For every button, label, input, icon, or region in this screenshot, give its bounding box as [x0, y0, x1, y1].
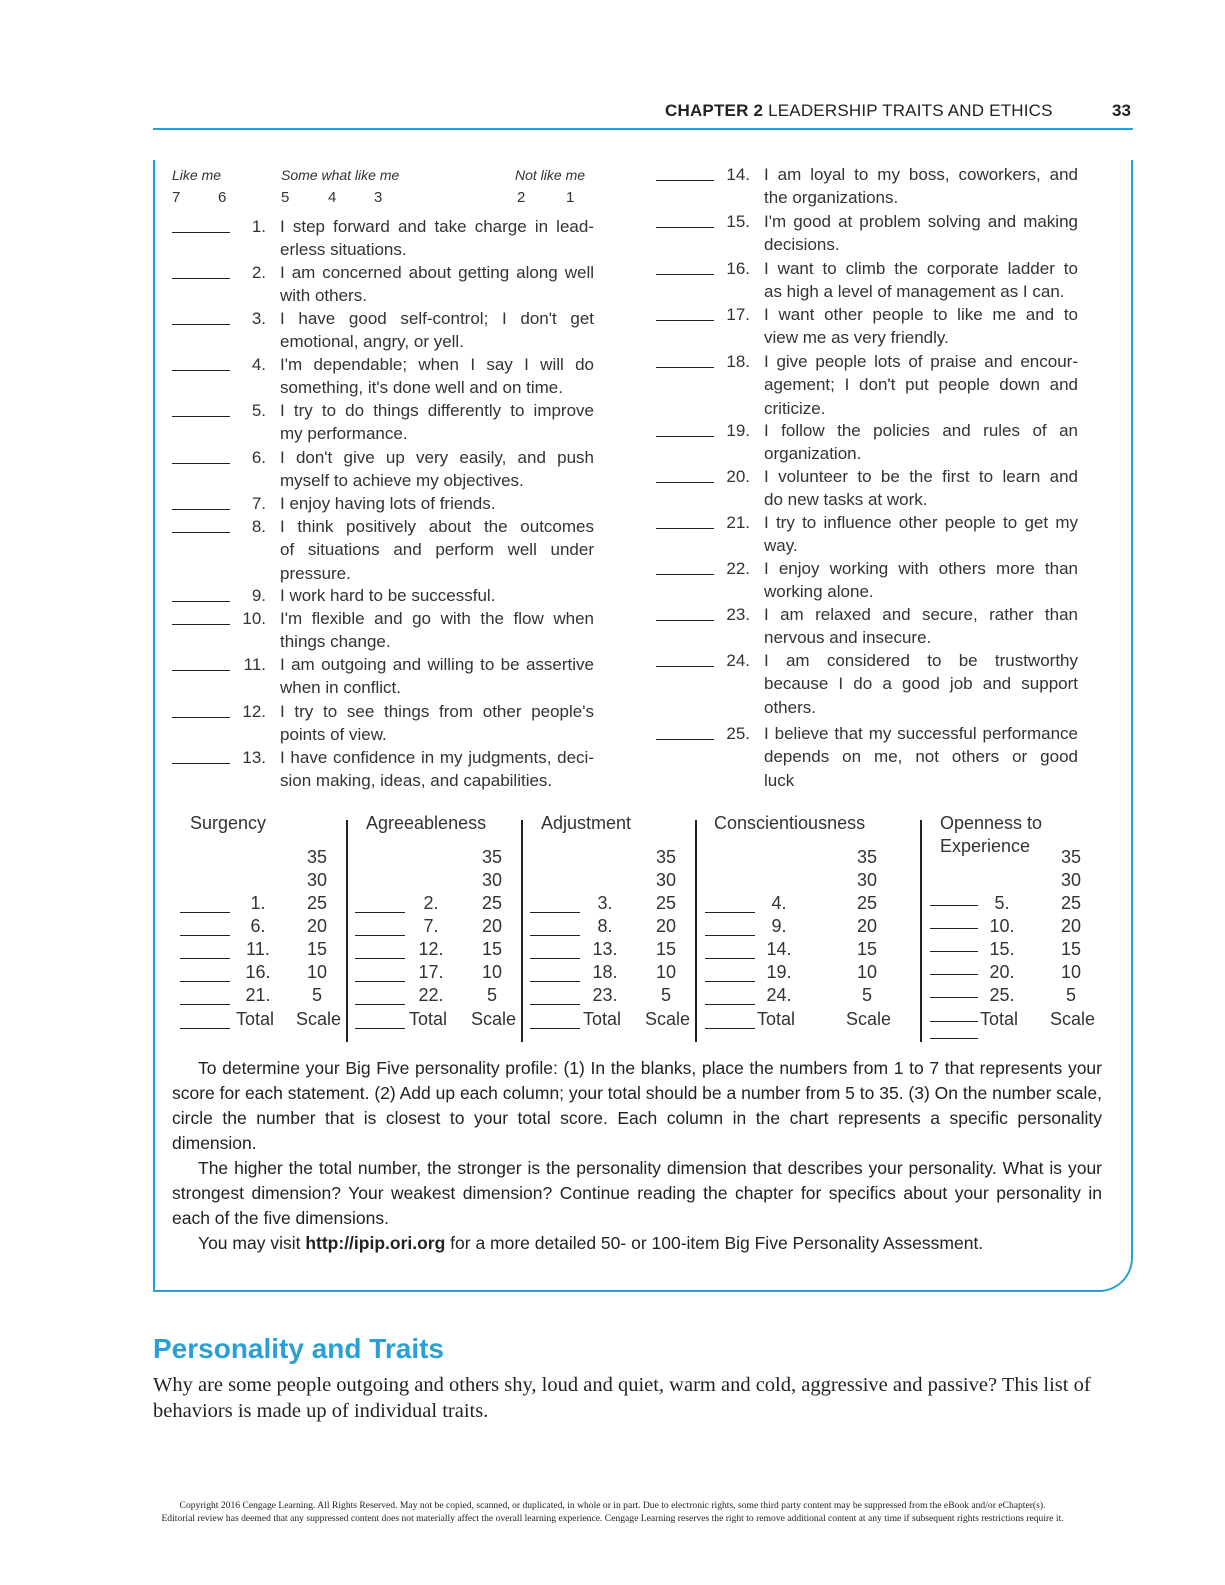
- item-score-blank[interactable]: [180, 958, 230, 959]
- item-number: 8.: [597, 916, 613, 936]
- statement-text: I follow the policies and rules of an: [764, 421, 1078, 440]
- statement-text: I am concerned about getting along well: [280, 263, 594, 282]
- item-number: 17.: [418, 962, 444, 982]
- score-blank[interactable]: [172, 416, 230, 417]
- statement-text: I want other people to like me and to: [764, 305, 1078, 324]
- total-blank[interactable]: [530, 1028, 580, 1029]
- statement-text: decisions.: [764, 235, 840, 255]
- score-blank[interactable]: [656, 367, 714, 368]
- item-score-blank[interactable]: [530, 912, 580, 913]
- scale-value[interactable]: 30: [306, 870, 328, 890]
- statement-text: I try to do things differently to improve: [280, 401, 594, 420]
- item-score-blank[interactable]: [530, 935, 580, 936]
- statement-text: because I do a good job and support: [764, 674, 1078, 694]
- score-blank[interactable]: [172, 370, 230, 371]
- statement-text: view me as very friendly.: [764, 328, 949, 348]
- header-rule: [153, 128, 1133, 130]
- scale-value[interactable]: 20: [1060, 916, 1082, 936]
- score-blank[interactable]: [656, 482, 714, 483]
- statement-number: 2.: [251, 263, 266, 282]
- statement-number: 7.: [251, 494, 266, 513]
- item-score-blank[interactable]: [355, 958, 405, 959]
- scale-number: 3: [374, 189, 383, 206]
- item-score-blank[interactable]: [705, 1004, 755, 1005]
- column-divider: [521, 820, 523, 1042]
- statement-number: 17.: [726, 305, 750, 324]
- statement-text: I step forward and take charge in lead-: [280, 217, 594, 236]
- statement-number: 16.: [726, 259, 750, 278]
- item-number: 7.: [423, 916, 439, 936]
- item-number: 11.: [246, 939, 270, 959]
- score-blank[interactable]: [172, 670, 230, 671]
- statement-text: I think positively about the outcomes: [280, 517, 594, 536]
- total-label: Total: [583, 1009, 622, 1029]
- statement-text: my performance.: [280, 424, 408, 444]
- scale-value[interactable]: 15: [856, 939, 878, 959]
- scale-number: 1: [566, 189, 575, 206]
- item-score-blank[interactable]: [530, 981, 580, 982]
- statement-number: 3.: [251, 309, 266, 328]
- statement-number: 21.: [726, 513, 750, 532]
- statement-text: with others.: [280, 286, 367, 306]
- score-blank[interactable]: [656, 274, 714, 275]
- dimension-title: Adjustment: [541, 813, 632, 833]
- chapter-title: LEADERSHIP TRAITS AND ETHICS: [768, 101, 1053, 120]
- scale-value[interactable]: 35: [481, 847, 503, 867]
- statement-text: luck: [764, 770, 795, 790]
- scale-value[interactable]: 35: [1060, 847, 1082, 867]
- scale-value[interactable]: 10: [655, 962, 677, 982]
- statement-number: 5.: [251, 401, 266, 420]
- statement-text: I try to influence other people to get my: [764, 513, 1078, 532]
- page-number: 33: [1112, 101, 1131, 120]
- statement-text: as high a level of management as I can.: [764, 282, 1065, 302]
- item-score-blank[interactable]: [180, 981, 230, 982]
- statement-text: do new tasks at work.: [764, 490, 928, 510]
- statement-number: 23.: [726, 605, 750, 624]
- scale-value[interactable]: 5: [660, 985, 671, 1005]
- item-number: 15.: [989, 939, 1015, 959]
- scale-label: Scale: [1050, 1009, 1096, 1029]
- item-score-blank[interactable]: [705, 912, 755, 913]
- statement-text: I try to see things from other people's: [280, 702, 594, 721]
- item-score-blank[interactable]: [705, 935, 755, 936]
- scale-value[interactable]: 25: [655, 893, 677, 913]
- score-blank[interactable]: [172, 763, 230, 764]
- scale-value[interactable]: 35: [856, 847, 878, 867]
- scale-value[interactable]: 10: [1060, 962, 1082, 982]
- item-number: 19.: [766, 962, 792, 982]
- score-blank[interactable]: [656, 574, 714, 575]
- chapter-label: CHAPTER 2: [665, 101, 764, 120]
- statement-text: I am outgoing and willing to be assertive: [280, 655, 594, 674]
- statement-text: emotional, angry, or yell.: [280, 332, 464, 352]
- score-blank[interactable]: [656, 320, 714, 321]
- item-number: 5.: [994, 893, 1010, 913]
- scale-number: 7: [172, 189, 181, 206]
- item-score-blank[interactable]: [180, 935, 230, 936]
- statement-text: organization.: [764, 444, 862, 464]
- statement-number: 12.: [242, 702, 266, 721]
- item-score-blank[interactable]: [930, 974, 978, 975]
- scale-value[interactable]: 10: [856, 962, 878, 982]
- statement-text: agement; I don't put people down and: [764, 375, 1078, 395]
- score-blank[interactable]: [656, 436, 714, 437]
- statement-text: I have good self-control; I don't get: [280, 309, 594, 328]
- statement-number: 9.: [251, 586, 266, 605]
- statement-text: I'm flexible and go with the flow when: [280, 609, 594, 628]
- total-blank[interactable]: [355, 1028, 405, 1029]
- score-blank[interactable]: [656, 666, 714, 667]
- statement-number: 6.: [251, 448, 266, 467]
- statement-text: myself to achieve my objectives.: [280, 471, 524, 491]
- copyright-line: Copyright 2016 Cengage Learning. All Rights Reserved. May not be copied, scanned, or duplicated, in whole or in part. Due to electronic rights, some third party content may be suppressed from the eBook and/or eChapter(s).: [179, 1500, 1046, 1511]
- scale-value[interactable]: 25: [856, 893, 878, 913]
- total-label: Total: [980, 1009, 1019, 1029]
- item-number: 14.: [766, 939, 792, 959]
- item-score-blank[interactable]: [355, 981, 405, 982]
- scale-value[interactable]: 20: [655, 916, 677, 936]
- scale-value[interactable]: 15: [655, 939, 677, 959]
- total-blank[interactable]: [180, 1028, 230, 1029]
- total-label: Total: [236, 1009, 275, 1029]
- statement-text: I don't give up very easily, and push: [280, 448, 594, 467]
- statement-number: 24.: [726, 651, 750, 670]
- scale-value[interactable]: 25: [306, 893, 328, 913]
- scale-value[interactable]: 5: [486, 985, 497, 1005]
- score-blank[interactable]: [656, 620, 714, 621]
- statement-text: points of view.: [280, 725, 387, 745]
- item-score-blank[interactable]: [355, 1004, 405, 1005]
- scale-label: Scale: [645, 1009, 691, 1029]
- score-blank[interactable]: [172, 601, 230, 602]
- total-label: Total: [757, 1009, 796, 1029]
- statement-text: I'm dependable; when I say I will do: [280, 355, 594, 374]
- scale-value[interactable]: 5: [1065, 985, 1076, 1005]
- statement-text: when in conflict.: [280, 678, 401, 698]
- score-blank[interactable]: [172, 509, 230, 510]
- statement-number: 20.: [726, 467, 750, 486]
- column-divider: [346, 820, 348, 1042]
- scale-label: Scale: [471, 1009, 517, 1029]
- statement-number: 11.: [243, 655, 266, 674]
- scale-like-me: Like me: [172, 167, 222, 183]
- score-blank[interactable]: [656, 227, 714, 228]
- score-blank[interactable]: [172, 324, 230, 325]
- item-score-blank[interactable]: [705, 958, 755, 959]
- statement-number: 22.: [726, 559, 750, 578]
- scale-value[interactable]: 20: [856, 916, 878, 936]
- total-label: Total: [409, 1009, 448, 1029]
- scale-value[interactable]: 30: [1060, 870, 1082, 890]
- statement-text: of situations and perform well under: [280, 540, 594, 560]
- item-number: 13.: [592, 939, 618, 959]
- instructions-link-paragraph: [172, 1231, 1102, 1256]
- item-score-blank[interactable]: [355, 912, 405, 913]
- scale-value[interactable]: 30: [481, 870, 503, 890]
- instructions-link-post: for a more detailed 50- or 100-item Big Five Personality Assessment.: [445, 1233, 984, 1253]
- statement-text: I enjoy working with others more than: [764, 559, 1078, 578]
- statement-text: I want to climb the corporate ladder to: [764, 259, 1078, 278]
- statement-number: 25.: [726, 724, 750, 743]
- statement-text: I give people lots of praise and encour-: [764, 352, 1078, 371]
- item-number: 20.: [989, 962, 1015, 982]
- item-score-blank[interactable]: [180, 912, 230, 913]
- statement-text: criticize.: [764, 398, 826, 418]
- item-number: 9.: [771, 916, 787, 936]
- item-score-blank[interactable]: [930, 928, 978, 929]
- statement-text: pressure.: [280, 563, 351, 583]
- item-score-blank[interactable]: [930, 905, 978, 906]
- item-score-blank[interactable]: [530, 1004, 580, 1005]
- statement-number: 14.: [726, 165, 750, 184]
- item-score-blank[interactable]: [705, 981, 755, 982]
- score-blank[interactable]: [172, 463, 230, 464]
- scale-value[interactable]: 5: [311, 985, 322, 1005]
- instructions-step: To determine your Big Five personality profile: (1) In the blanks, place the numbers from 1 to 7 that represents your score for each statement. (2) Add up each column; your total should be a number from 5 to 35. (3) On the number scale, circle the number that is closest to your total score. Each column in the chart represents a specific personality dimension.: [172, 1058, 1102, 1153]
- item-number: 4.: [771, 893, 787, 913]
- item-number: 21.: [245, 985, 271, 1005]
- scale-value[interactable]: 30: [655, 870, 677, 890]
- item-score-blank[interactable]: [930, 951, 978, 952]
- dimension-title: Experience: [940, 836, 1031, 856]
- item-number: 25.: [989, 985, 1015, 1005]
- scale-value[interactable]: 10: [306, 962, 328, 982]
- statement-number: 4.: [251, 355, 266, 374]
- score-blank[interactable]: [172, 232, 230, 233]
- dimension-title: Surgency: [190, 813, 267, 833]
- statement-number: 18.: [726, 352, 750, 371]
- column-divider: [695, 820, 697, 1042]
- statement-text: nervous and insecure.: [764, 628, 932, 648]
- statement-number: 19.: [726, 421, 750, 440]
- statement-text: way.: [764, 536, 798, 556]
- item-score-blank[interactable]: [180, 1004, 230, 1005]
- item-number: 16.: [245, 962, 271, 982]
- statement-number: 10.: [242, 609, 266, 628]
- item-number: 12.: [418, 939, 444, 959]
- copyright-notice: [100, 1499, 1125, 1525]
- statement-number: 1.: [251, 217, 266, 236]
- statement-text: I work hard to be successful.: [280, 586, 496, 605]
- statement-text: I am considered to be trustworthy: [764, 651, 1078, 670]
- scale-value[interactable]: 15: [1060, 939, 1082, 959]
- score-blank[interactable]: [172, 278, 230, 279]
- item-number: 2.: [423, 893, 439, 913]
- scale-value[interactable]: 15: [481, 939, 503, 959]
- dimension-title: Openness to: [940, 813, 1043, 833]
- running-header: [665, 101, 1053, 121]
- item-number: 22.: [418, 985, 444, 1005]
- instructions-link-pre: You may visit: [198, 1233, 306, 1253]
- column-divider: [920, 820, 922, 1042]
- section-title: Personality and Traits: [153, 1333, 444, 1364]
- item-score-blank[interactable]: [355, 935, 405, 936]
- statement-text: erless situations.: [280, 240, 407, 260]
- dimension-title: Agreeableness: [366, 813, 487, 833]
- item-score-blank[interactable]: [530, 958, 580, 959]
- section-body: Why are some people outgoing and others shy, loud and quiet, warm and cold, aggressive and passive? This list of behaviors is made up of individual traits.: [153, 1374, 1091, 1422]
- total-blank-underline: [930, 1038, 978, 1039]
- total-blank[interactable]: [930, 1021, 978, 1022]
- total-blank[interactable]: [705, 1028, 755, 1029]
- statement-text: sion making, ideas, and capabilities.: [280, 771, 553, 791]
- scale-number: 6: [218, 189, 227, 206]
- scale-value[interactable]: 35: [655, 847, 677, 867]
- instructions-interpret: The higher the total number, the stronger is the personality dimension that describes your personality. What is your strongest dimension? Your weakest dimension? Continue reading the chapter for specifics about your personality in each of the five dimensions.: [172, 1158, 1102, 1228]
- statement-text: I enjoy having lots of friends.: [280, 494, 496, 513]
- scale-value[interactable]: 35: [306, 847, 328, 867]
- item-number: 3.: [597, 893, 613, 913]
- item-number: 6.: [250, 916, 266, 936]
- scale-label: Scale: [296, 1009, 342, 1029]
- statement-number: 13.: [242, 748, 266, 767]
- scale-number: 4: [328, 189, 337, 206]
- item-number: 23.: [592, 985, 618, 1005]
- score-blank[interactable]: [172, 717, 230, 718]
- statement-text: I'm good at problem solving and making: [764, 212, 1078, 231]
- scale-value[interactable]: 10: [481, 962, 503, 982]
- scale-number: 2: [517, 189, 526, 206]
- scale-value[interactable]: 5: [861, 985, 872, 1005]
- statement-number: 8.: [251, 517, 266, 536]
- statement-text: things change.: [280, 632, 391, 652]
- copyright-line: Editorial review has deemed that any suppressed content does not materially affect the overall learning experience. Cengage Learning reserves the right to remove additional content at any time if subsequent rights restrictions require it.: [161, 1513, 1064, 1524]
- statement-text: something, it's done well and on time.: [280, 378, 563, 398]
- statement-text: depends on me, not others or good: [764, 747, 1078, 767]
- dimension-title: Conscientiousness: [714, 813, 866, 833]
- scale-somewhat: Some what like me: [281, 167, 400, 183]
- scale-value[interactable]: 25: [1060, 893, 1082, 913]
- scale-label: Scale: [846, 1009, 892, 1029]
- item-number: 18.: [592, 962, 618, 982]
- statement-text: I have confidence in my judgments, deci-: [280, 748, 594, 767]
- score-blank[interactable]: [656, 528, 714, 529]
- scale-value[interactable]: 15: [306, 939, 328, 959]
- score-blank[interactable]: [656, 739, 714, 740]
- statement-text: I volunteer to be the first to learn and: [764, 467, 1078, 486]
- item-number: 10.: [989, 916, 1015, 936]
- statement-number: 15.: [726, 212, 750, 231]
- scale-value[interactable]: 20: [481, 916, 503, 936]
- score-blank[interactable]: [172, 532, 230, 533]
- item-score-blank[interactable]: [930, 997, 978, 998]
- scale-value[interactable]: 20: [306, 916, 328, 936]
- score-blank[interactable]: [656, 180, 714, 181]
- ipip-link[interactable]: http://ipip.ori.org: [305, 1233, 446, 1253]
- item-number: 1.: [250, 893, 266, 913]
- statement-text: working alone.: [764, 582, 874, 602]
- scale-not-like-me: Not like me: [515, 167, 586, 183]
- statement-text: I am relaxed and secure, rather than: [764, 605, 1078, 624]
- statement-text: others.: [764, 697, 816, 717]
- statement-text: the organizations.: [764, 188, 899, 208]
- statement-text: I believe that my successful performance: [764, 724, 1078, 743]
- item-number: 24.: [766, 985, 792, 1005]
- scale-number: 5: [281, 189, 290, 206]
- statement-text: I am loyal to my boss, coworkers, and: [764, 165, 1078, 184]
- scale-value[interactable]: 30: [856, 870, 878, 890]
- score-blank[interactable]: [172, 624, 230, 625]
- scale-value[interactable]: 25: [481, 893, 503, 913]
